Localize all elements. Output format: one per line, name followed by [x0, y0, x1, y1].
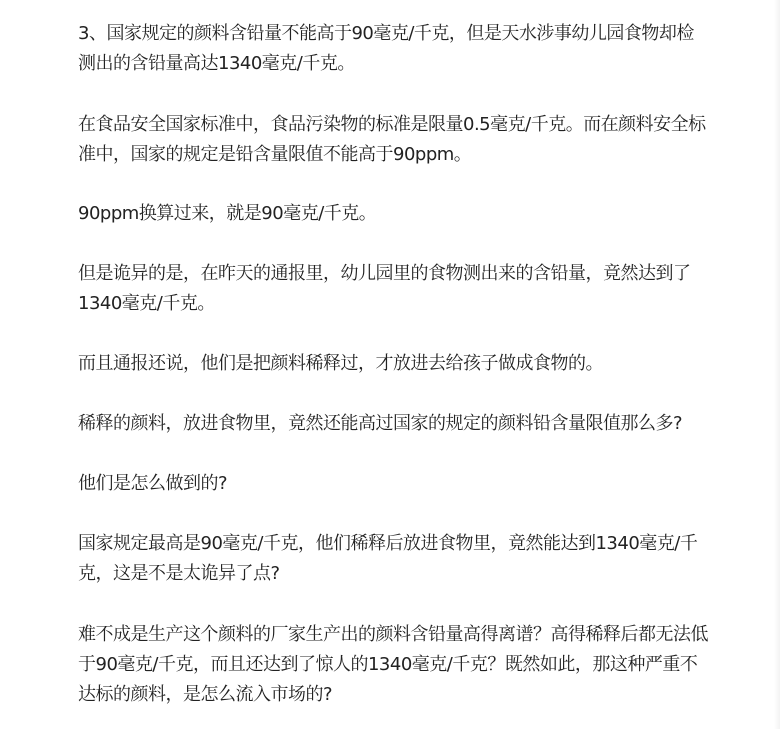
text-line: 而且通报还说，他们是把颜料稀释过，才放进去给孩子做成食物的。 — [78, 353, 603, 374]
text-line: 于90毫克/千克，而且还达到了惊人的1340毫克/千克？既然如此，那这种严重不 — [78, 654, 698, 675]
text-line: 但是诡异的是，在昨天的通报里，幼儿园里的食物测出来的含铅量，竟然达到了 — [78, 263, 691, 284]
paragraph-5 — [78, 349, 758, 379]
paragraph-6 — [78, 409, 758, 439]
text-line: 他们是怎么做到的? — [78, 473, 228, 494]
text-line: 测出的含铅量高达1340毫克/千克。 — [78, 53, 355, 74]
text-line: 稀释的颜料，放进食物里，竟然还能高过国家的规定的颜料铅含量限值那么多? — [78, 413, 683, 434]
text-line: 在食品安全国家标准中，食品污染物的标准是限量0.5毫克/千克。而在颜料安全标 — [78, 114, 706, 135]
page-edge-shadow — [774, 0, 780, 729]
text-line: 1340毫克/千克。 — [78, 293, 215, 314]
paragraph-1 — [78, 19, 758, 79]
paragraph-3 — [78, 199, 758, 229]
paragraph-7 — [78, 469, 758, 499]
paragraph-8 — [78, 529, 758, 589]
paragraph-4 — [78, 259, 758, 319]
text-line: 国家规定最高是90毫克/千克，他们稀释后放进食物里，竟然能达到1340毫克/千 — [78, 533, 698, 554]
paragraph-9 — [78, 620, 758, 710]
text-line: 90ppm换算过来，就是90毫克/千克。 — [78, 203, 377, 224]
paragraph-2 — [78, 110, 758, 170]
text-line: 难不成是生产这个颜料的厂家生产出的颜料含铅量高得离谱？高得稀释后都无法低 — [78, 624, 708, 645]
text-line: 3、国家规定的颜料含铅量不能高于90毫克/千克，但是天水涉事幼儿园食物却检 — [78, 23, 694, 44]
text-line: 准中，国家的规定是铅含量限值不能高于90ppm。 — [78, 144, 472, 165]
text-line: 达标的颜料，是怎么流入市场的? — [78, 684, 333, 705]
text-line: 克，这是不是太诡异了点? — [78, 563, 280, 584]
